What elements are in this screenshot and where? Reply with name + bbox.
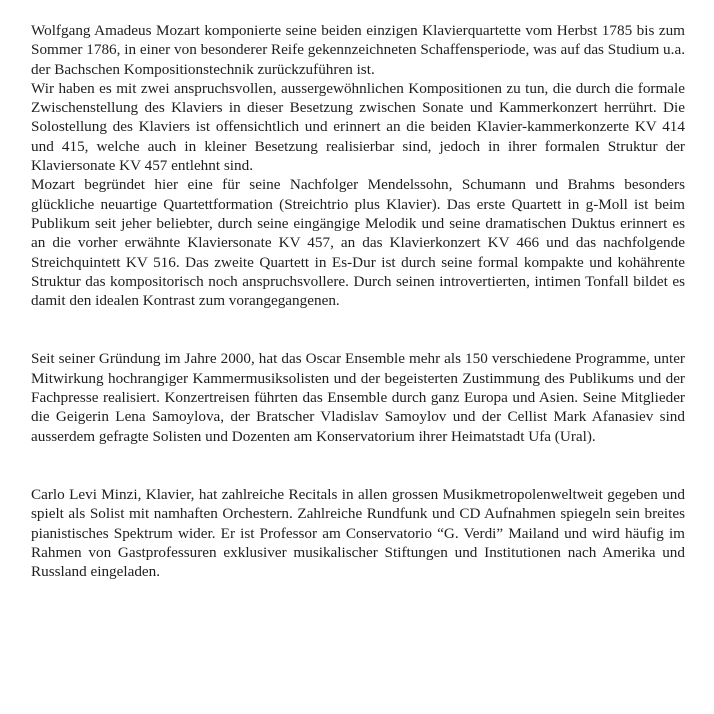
document-page [31,21,685,581]
paragraph-intro-1: Wolfgang Amadeus Mozart komponierte seine beiden einzigen Klavierquartette vom Herbst 1785 bis zum Sommer 1786, in einer von besonderer Reife gekennzeichneten Schaffensperiode, was auf das Studium u.a. der Bachschen Kompositionstechnik zurückzuführen ist. [31,22,685,78]
paragraph-intro-3: Mozart begründet hier eine für seine Nachfolger Mendelssohn, Schumann und Brahms besonders glückliche neuartige Quartettformation (Streichtrio plus Klavier). Das erste Quartett in g-Moll ist beim Publikum seit jeher beliebter, durch seine eingängige Melodik und seine dramatischen Duktus erinnert es an die vorher erwähnte Klaviersonate KV 457, an das Klavierkonzert KV 466 und das nachfolgende Streichquintett KV 516. Das zweite Quartett in Es-Dur ist durch seine formal kompakte und kohährente Struktur das kompositorisch noch anspruchsvollere. Durch seinen introvertierten, intimen Tonfall bildet es damit den idealen Kontrast zum vorangegangenen. [31,176,685,310]
paragraph-pianist: Carlo Levi Minzi, Klavier, hat zahlreiche Recitals in allen grossen Musikmetropolenweltweit gegeben und spielt als Solist mit namhaften Orchestern. Zahlreiche Rundfunk und CD Aufnahmen spiegeln sein breites pianistisches Spektrum wider. Er ist Professor am Conservatorio “G. Verdi” Mailand und wird häufig im Rahmen von Gastprofessuren exklusiver musikalischer Stiftungen und Institutionen nach Amerika und Russland eingeladen. [31,485,685,581]
paragraph-intro-2: Wir haben es mit zwei anspruchsvollen, aussergewöhnlichen Kompositionen zu tun, die durch die formale Zwischenstellung des Klaviers in dieser Besetzung zwischen Sonate und Kammerkonzert herrührt. Die Solostellung des Klaviers ist offensichtlich und erinnert an die beiden Klavier-kammerkonzerte KV 414 und 415, welche auch in kleiner Besetzung realisierbar sind, jedoch in ihrer formalen Struktur der Klaviersonate KV 457 entlehnt sind. [31,79,685,175]
paragraph-ensemble: Seit seiner Gründung im Jahre 2000, hat das Oscar Ensemble mehr als 150 verschiedene Programme, unter Mitwirkung hochrangiger Kammermusiksolisten und der begeisterten Zustimmung des Publikums und der Fachpresse realisiert. Konzertreisen führten das Ensemble durch ganz Europa und Asien. Seine Mitglieder die Geigerin Lena Samoylova, der Bratscher Vladislav Samoylov und der Cellist Mark Afanasiev sind ausserdem gefragte Solisten und Dozenten am Konservatorium ihrer Heimatstadt Ufa (Ural). [31,350,685,445]
section-pianist [31,485,685,581]
section-oscar-ensemble [31,349,685,445]
section-mozart-quartets [31,21,685,310]
